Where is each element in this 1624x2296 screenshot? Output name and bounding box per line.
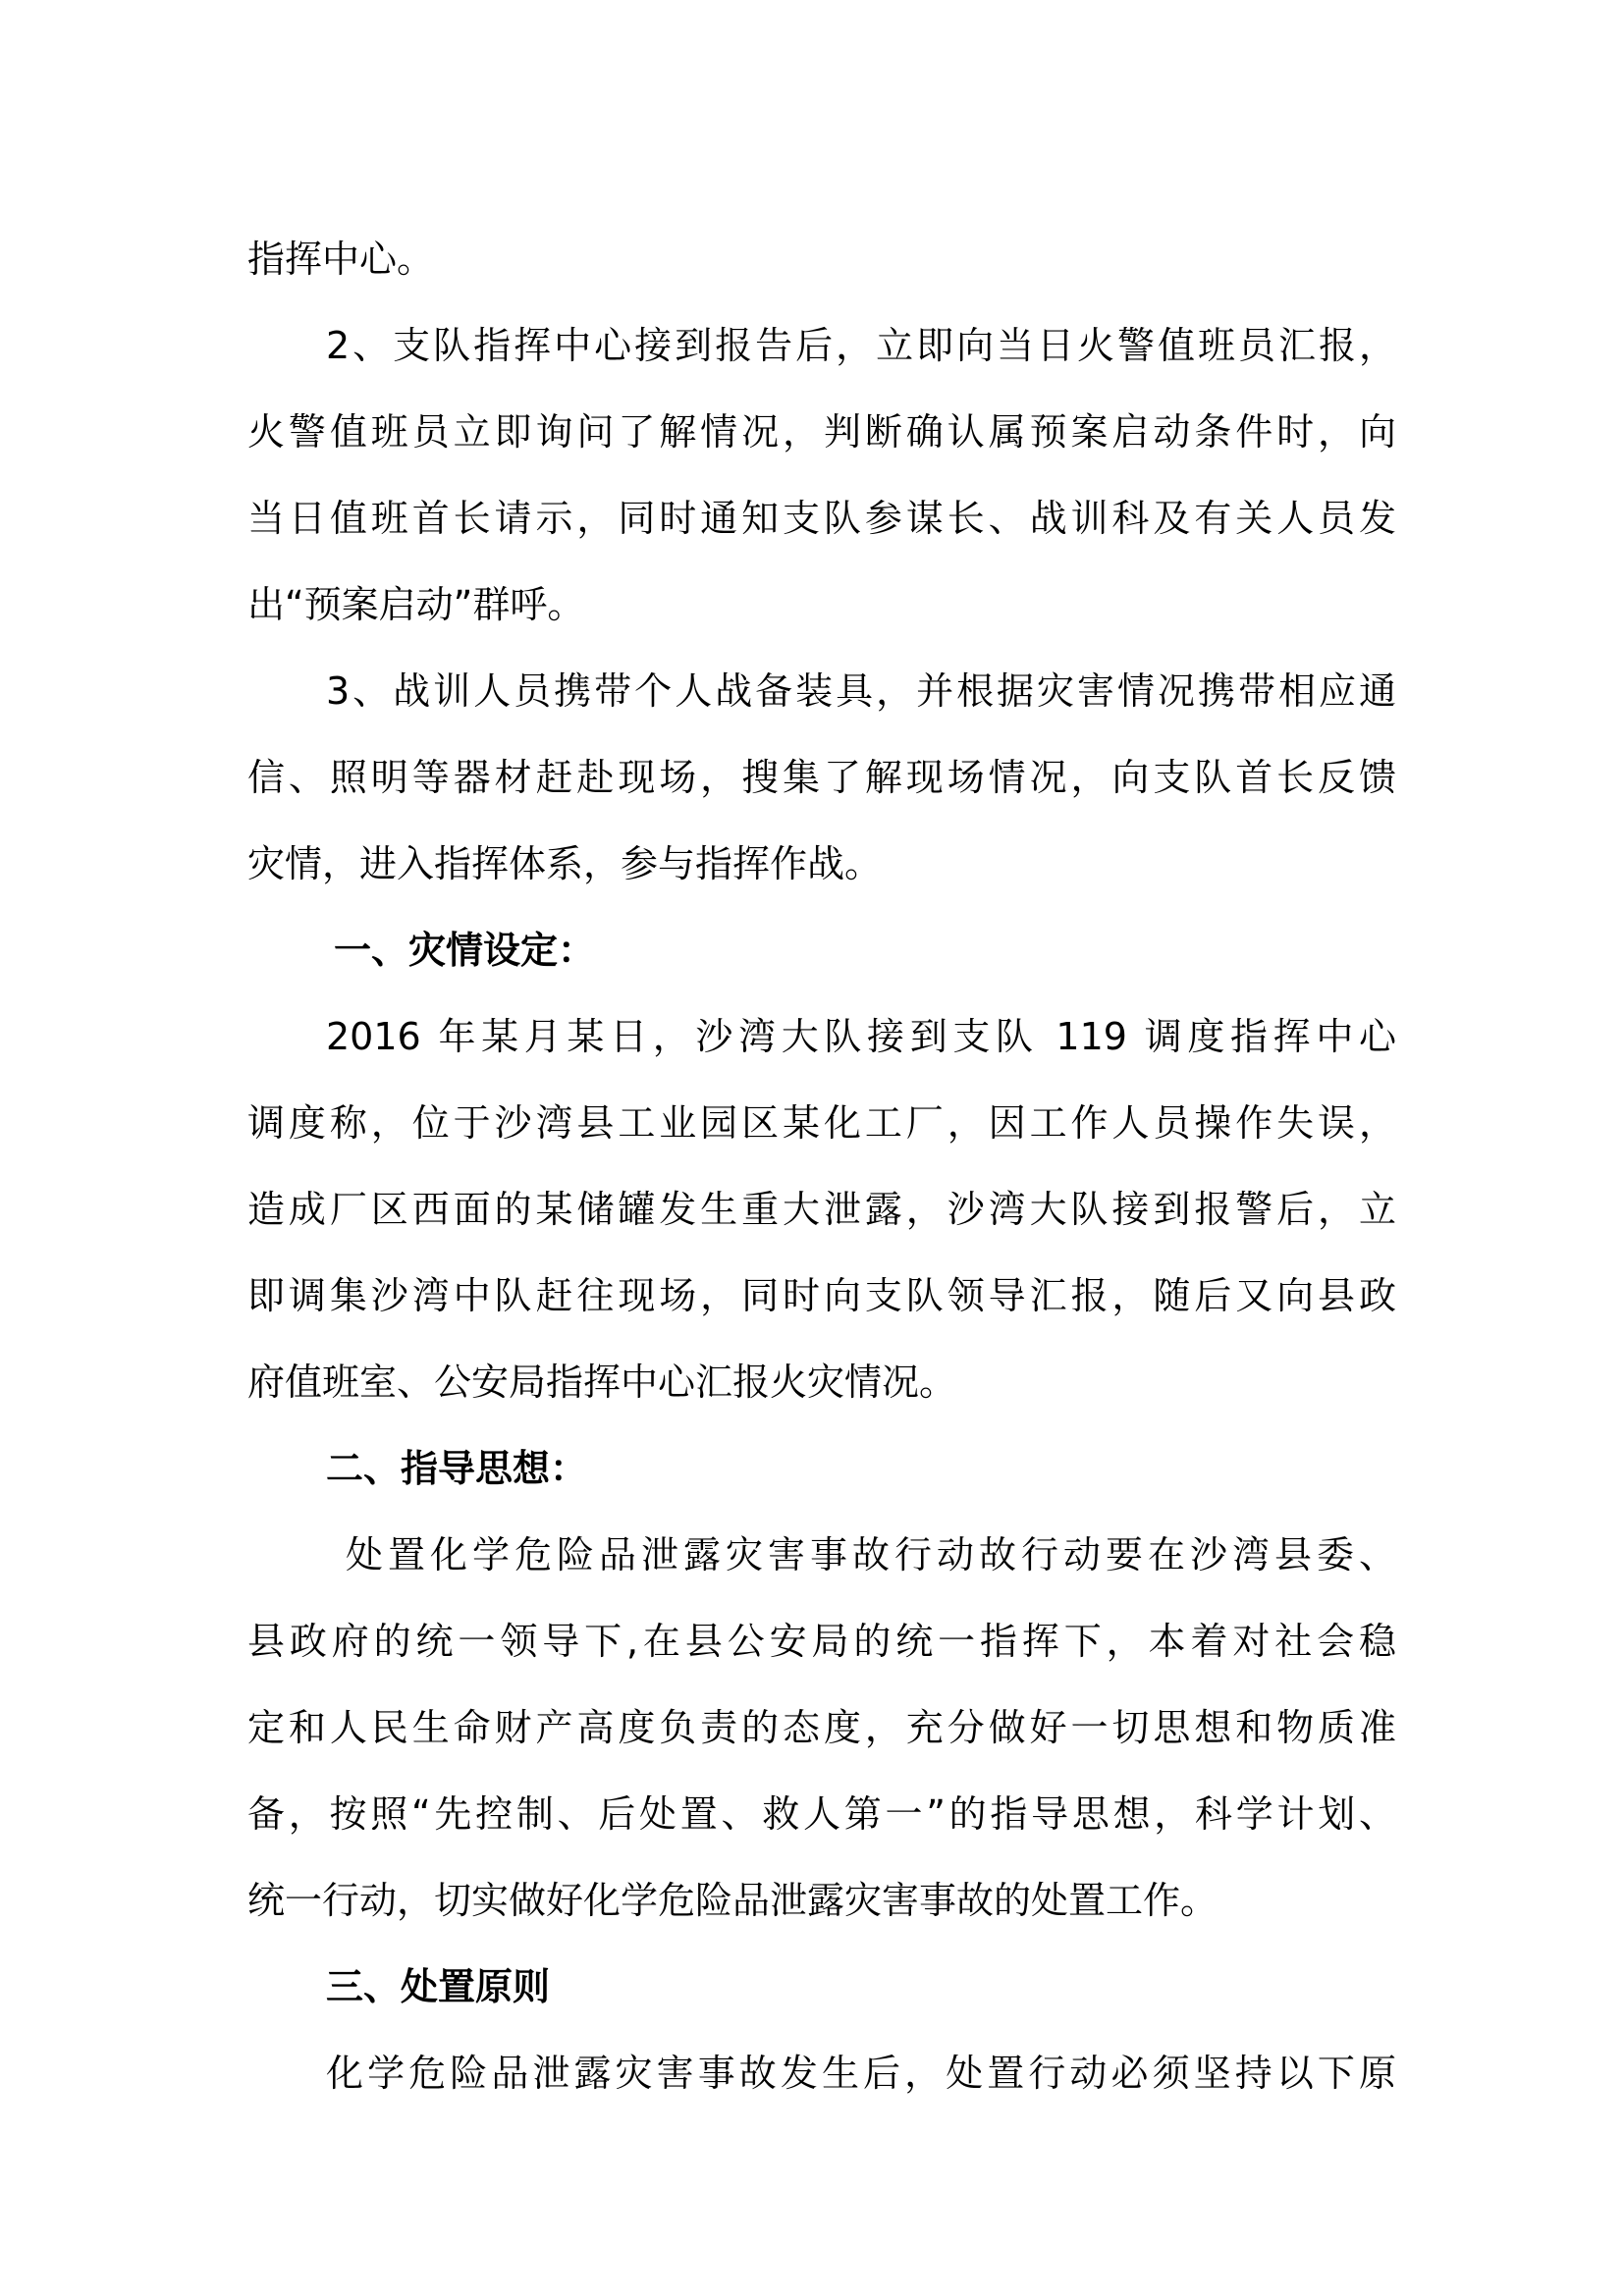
continuation-paragraph [247, 216, 1396, 302]
section-1-paragraph [247, 993, 1396, 1425]
step-2-paragraph [247, 302, 1396, 648]
paragraph-line: 出“预案启动”群呼。 [247, 583, 585, 626]
section-3-paragraph [247, 2030, 1396, 2116]
paragraph-line: 3、战训人员携带个人战备装具，并根据灾害情况携带相应通 [326, 669, 1396, 713]
paragraph-line: 调度称，位于沙湾县工业园区某化工厂，因工作人员操作失误， [247, 1101, 1396, 1145]
paragraph-line: 即调集沙湾中队赶往现场，同时向支队领导汇报，随后又向县政 [247, 1274, 1396, 1317]
paragraph-line: 造成厂区西面的某储罐发生重大泄露，沙湾大队接到报警后，立 [247, 1188, 1396, 1231]
paragraph-line: 2、支队指挥中心接到报告后，立即向当日火警值班员汇报， [326, 324, 1396, 367]
paragraph-line: 备，按照“先控制、后处置、救人第一”的指导思想，科学计划、 [247, 1792, 1396, 1836]
paragraph-line: 灾情，进入指挥体系，参与指挥作战。 [247, 842, 883, 885]
paragraph-line: 县政府的统一领导下,在县公安局的统一指挥下，本着对社会稳 [247, 1620, 1396, 1663]
paragraph-line: 处置化学危险品泄露灾害事故行动故行动要在沙湾县委、 [346, 1533, 1396, 1576]
paragraph-line: 指挥中心。 [247, 238, 435, 281]
paragraph-line: 当日值班首长请示，同时通知支队参谋长、战训科及有关人员发 [247, 497, 1396, 540]
paragraph-line: 定和人民生命财产高度负责的态度，充分做好一切思想和物质准 [247, 1706, 1396, 1749]
section-2-heading: 二、指导思想： [326, 1447, 588, 1490]
paragraph-line: 化学危险品泄露灾害事故发生后，处置行动必须坚持以下原 [326, 2052, 1396, 2095]
section-2-paragraph [247, 1512, 1396, 1944]
paragraph-line: 统一行动，切实做好化学危险品泄露灾害事故的处置工作。 [247, 1879, 1218, 1922]
section-1-heading: 一、灾情设定： [334, 929, 596, 972]
step-3-paragraph [247, 648, 1396, 907]
paragraph-line: 府值班室、公安局指挥中心汇报火灾情况。 [247, 1361, 957, 1404]
paragraph-line: 信、照明等器材赶赴现场，搜集了解现场情况，向支队首长反馈 [247, 756, 1396, 799]
section-3-heading: 三、处置原则 [326, 1965, 551, 2008]
paragraph-line: 火警值班员立即询问了解情况，判断确认属预案启动条件时，向 [247, 410, 1396, 454]
paragraph-line: 2016 年某月某日，沙湾大队接到支队 119 调度指挥中心 [326, 1015, 1396, 1058]
